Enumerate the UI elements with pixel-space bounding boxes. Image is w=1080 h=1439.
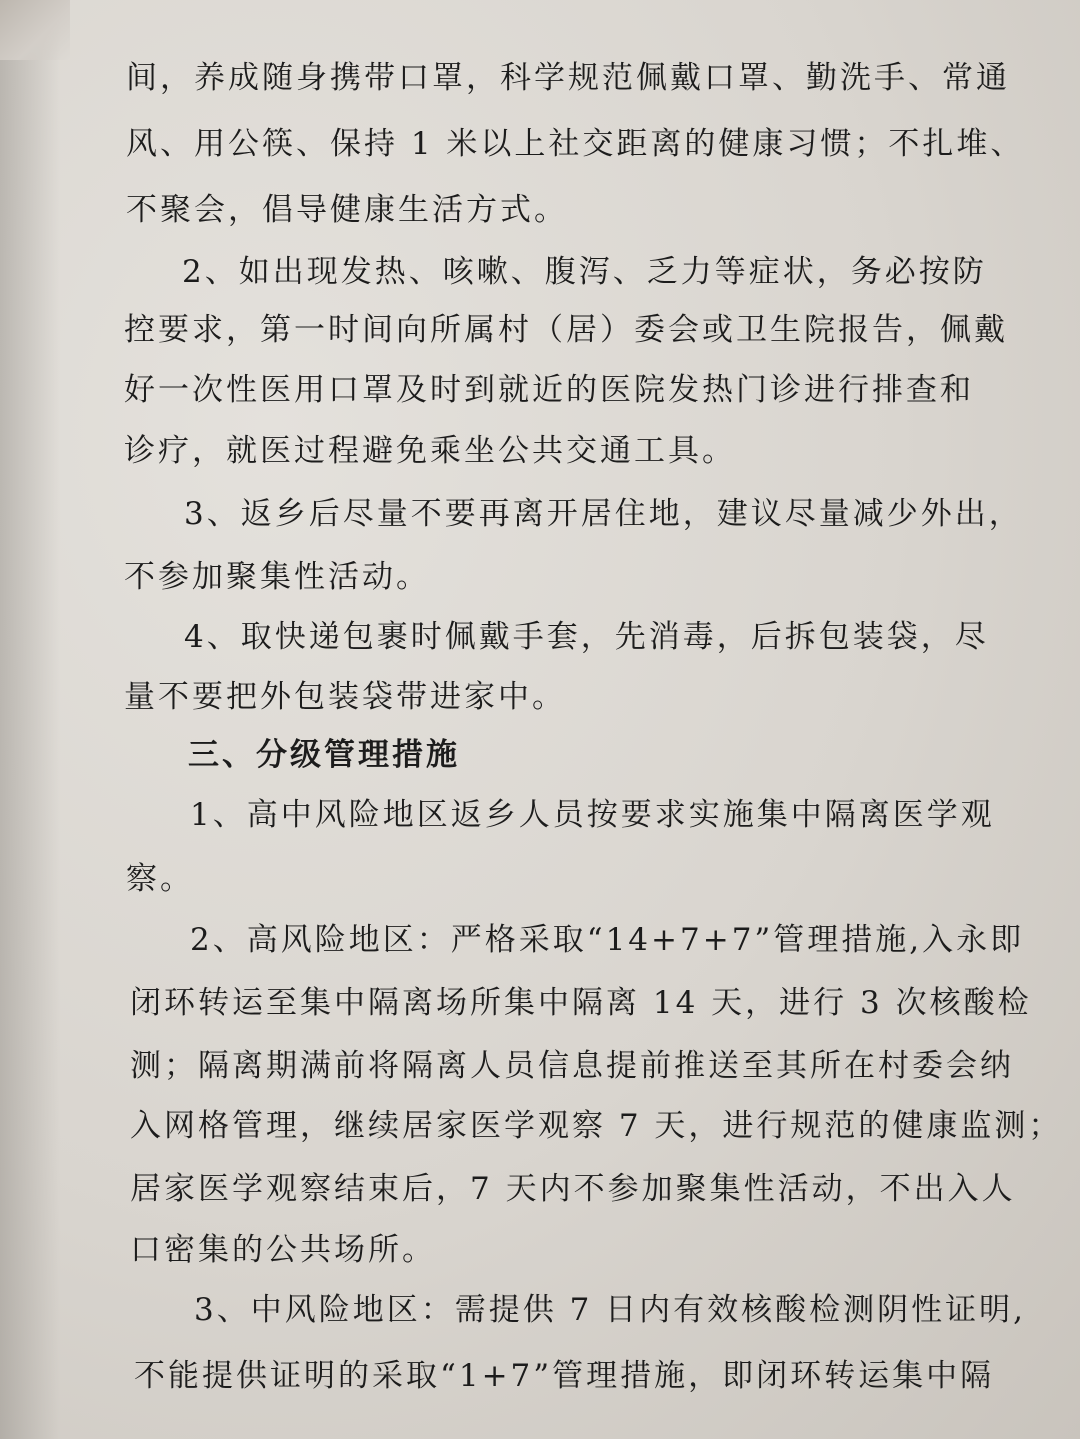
text-line: 不聚会，倡导健康生活方式。 bbox=[126, 192, 568, 228]
text-line: 不能提供证明的采取“1+7”管理措施，即闭环转运集中隔 bbox=[134, 1358, 995, 1394]
text-line: 控要求，第一时间向所属村（居）委会或卫生院报告，佩戴 bbox=[124, 312, 1008, 348]
text-line: 不参加聚集性活动。 bbox=[124, 559, 430, 595]
text-line: 居家医学观察结束后，7 天内不参加聚集性活动，不出入人 bbox=[130, 1171, 1016, 1207]
text-line: 诊疗，就医过程避免乘坐公共交通工具。 bbox=[124, 433, 736, 469]
section-heading: 三、分级管理措施 bbox=[188, 737, 460, 773]
text-line: 风、用公筷、保持 1 米以上社交距离的健康习惯；不扎堆、 bbox=[126, 126, 1025, 162]
section-item-2-start: 2、高风险地区：严格采取“14+7+7”管理措施,入永即 bbox=[190, 922, 1025, 958]
text-line: 测；隔离期满前将隔离人员信息提前推送至其所在村委会纳 bbox=[130, 1048, 1014, 1084]
text-line: 量不要把外包装袋带进家中。 bbox=[124, 679, 566, 715]
text-line: 口密集的公共场所。 bbox=[130, 1232, 436, 1268]
page-shadow bbox=[0, 0, 60, 1439]
paragraph-2-start: 2、如出现发热、咳嗽、腹泻、乏力等症状，务必按防 bbox=[182, 254, 987, 290]
text-line: 间，养成随身携带口罩，科学规范佩戴口罩、勤洗手、常通 bbox=[126, 60, 1010, 96]
text-line: 入网格管理，继续居家医学观察 7 天，进行规范的健康监测； bbox=[130, 1108, 1063, 1144]
paragraph-3-start: 3、返乡后尽量不要再离开居住地，建议尽量减少外出， bbox=[184, 496, 1023, 532]
text-line: 察。 bbox=[126, 861, 194, 897]
text-line: 好一次性医用口罩及时到就近的医院发热门诊进行排查和 bbox=[124, 372, 974, 408]
section-item-1-start: 1、高中风险地区返乡人员按要求实施集中隔离医学观 bbox=[190, 797, 995, 833]
text-line: 闭环转运至集中隔离场所集中隔离 14 天，进行 3 次核酸检 bbox=[130, 985, 1032, 1021]
paragraph-4-start: 4、取快递包裹时佩戴手套，先消毒，后拆包装袋，尽 bbox=[184, 619, 989, 655]
section-item-3-start: 3、中风险地区：需提供 7 日内有效核酸检测阴性证明, bbox=[194, 1292, 1027, 1328]
page-corner-fold bbox=[0, 0, 70, 60]
